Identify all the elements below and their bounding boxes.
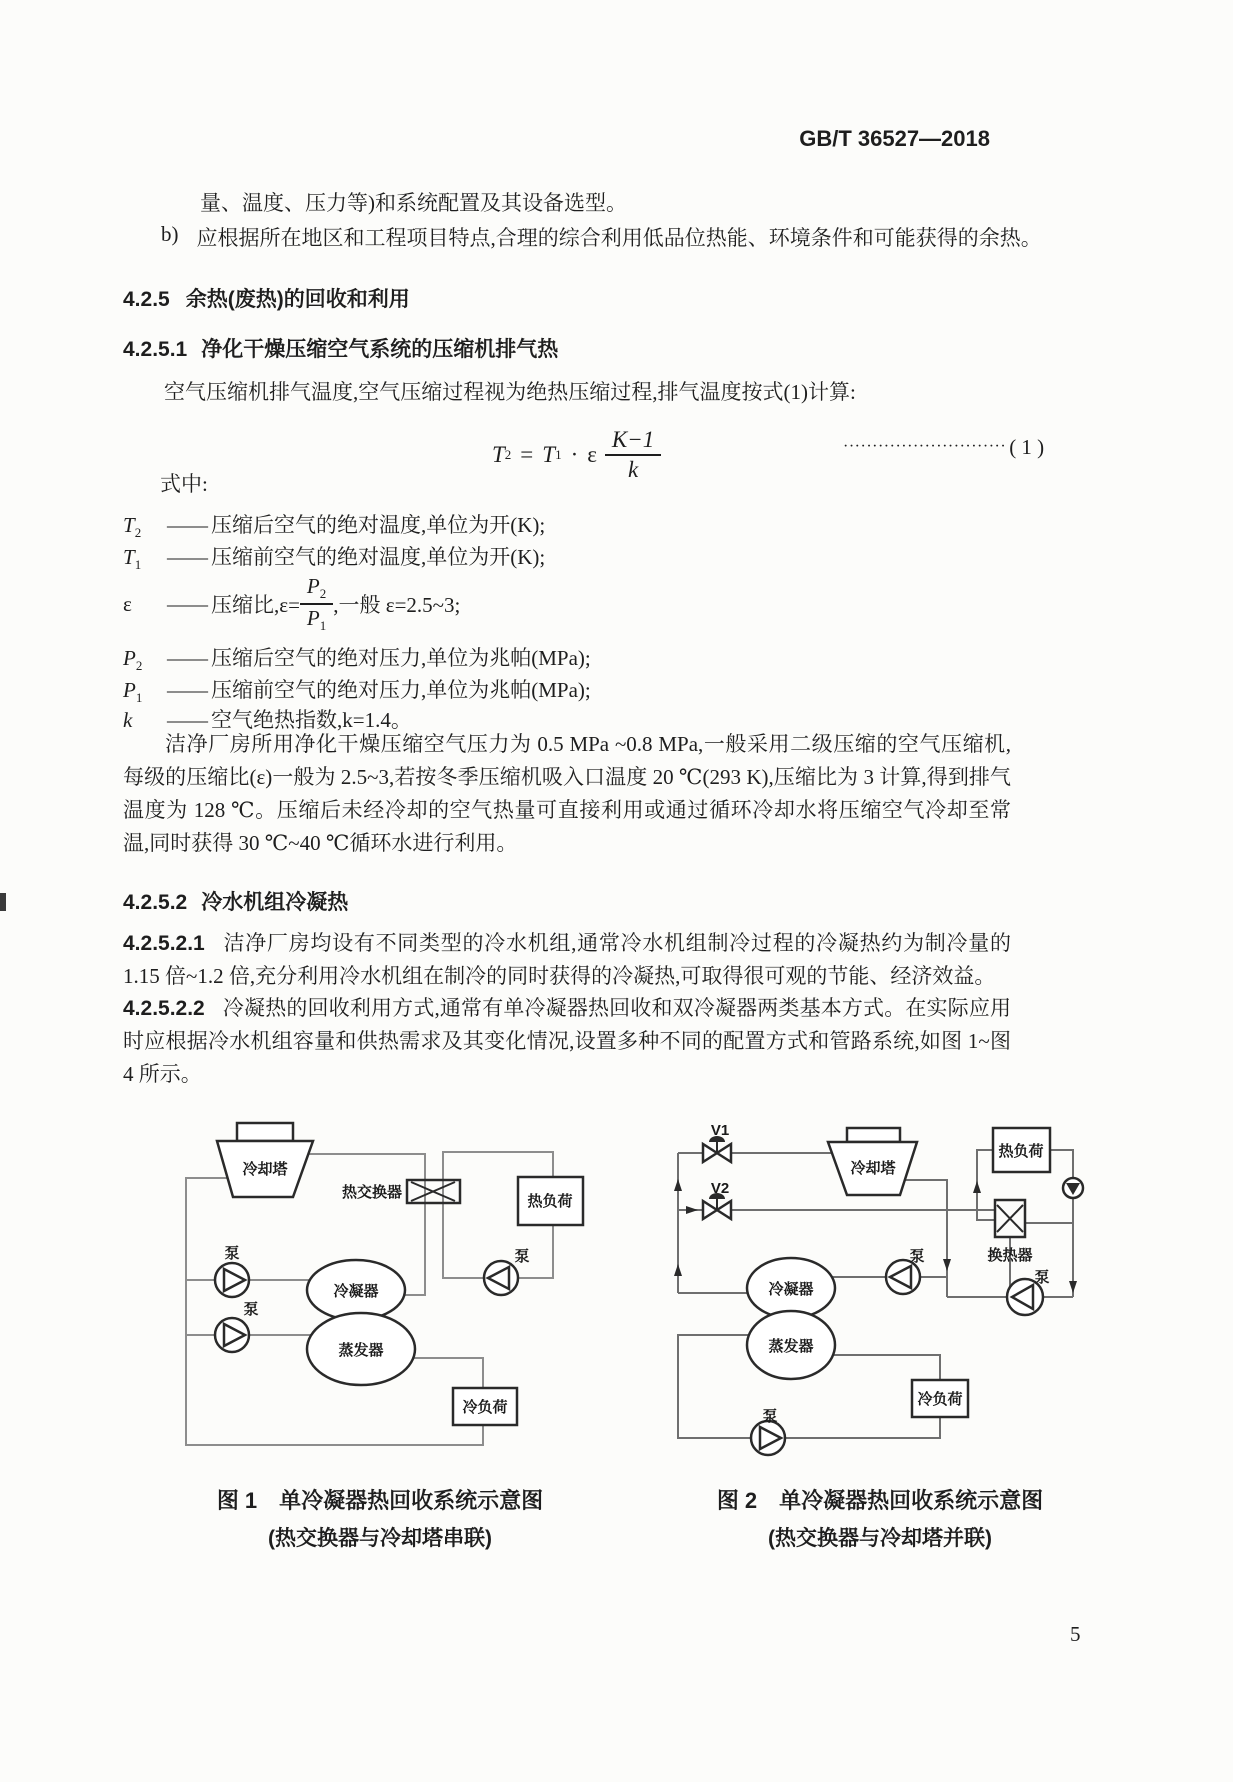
- flow-arrow-up: [674, 1179, 682, 1191]
- paragraph-4-2-5-2-2: 4.2.5.2.2 冷凝热的回收利用方式,通常有单冷凝器热回收和双冷凝器两类基本方式。在实际应用时应根据冷水机组容量和供热需求及其变化情况,设置多种不同的配置方式和管路系统,如图 1~图 4 所示。: [123, 996, 1011, 1086]
- paragraph-number: 4.2.5.2.1: [123, 932, 205, 955]
- list-item-b-label: b): [161, 222, 179, 246]
- definition-P2: $P_2$ —— 压缩后空气的绝对压力,单位为兆帕(MPa);: [123, 646, 591, 673]
- pump-label: 泵: [909, 1248, 925, 1265]
- figure-2-schematic: [620, 1105, 1110, 1465]
- definition-T2: $T_2$ —— 压缩后空气的绝对温度,单位为开(K);: [123, 513, 546, 540]
- cooling-load-label: 冷负荷: [462, 1399, 508, 1416]
- section-title: 冷水机组冷凝热: [201, 891, 349, 914]
- equation-number: ( 1 ): [1009, 434, 1045, 459]
- section-heading-4-2-5-1: [123, 333, 558, 363]
- figure-2-caption: 图 2 单冷凝器热回收系统示意图: [716, 1488, 1044, 1513]
- condenser-label: 冷凝器: [768, 1281, 814, 1298]
- cooling-tower-label: 冷却塔: [242, 1161, 288, 1178]
- pump-label: 泵: [514, 1248, 530, 1265]
- list-item-b: [161, 222, 1042, 252]
- standard-code-header: GB/T 36527—2018: [799, 126, 990, 151]
- flow-arrow-down: [943, 1259, 951, 1271]
- pump-label: 泵: [762, 1408, 778, 1425]
- definition-P1: $P_1$ —— 压缩前空气的绝对压力,单位为兆帕(MPa);: [123, 678, 591, 705]
- formula-1: T 2 = T 1 · ε $\frac{K-1}{k}$: [492, 418, 661, 492]
- pump-label: 泵: [224, 1245, 240, 1262]
- pump-label: 泵: [1034, 1269, 1050, 1286]
- cooling-load-label: 冷负荷: [917, 1391, 963, 1408]
- heat-exchanger-icon: [411, 1182, 455, 1201]
- where-label: 式中:: [160, 472, 208, 496]
- figure-2-subcaption: (热交换器与冷却塔并联): [768, 1527, 992, 1550]
- evaporator-label: 蒸发器: [768, 1338, 814, 1355]
- formula-lead-text: 空气压缩机排气温度,空气压缩过程视为绝热压缩过程,排气温度按式(1)计算:: [164, 380, 856, 404]
- formula-leader: ···························· ( 1 ): [843, 434, 1045, 459]
- formula-epsilon: ε: [587, 442, 597, 467]
- figure-1-subcaption: (热交换器与冷却塔串联): [268, 1527, 492, 1550]
- heat-exchanger-label: 热交换器: [341, 1184, 402, 1201]
- page-number: 5: [1070, 1622, 1081, 1646]
- formula-T1: T: [542, 442, 556, 467]
- valve-v1-label: V1: [710, 1122, 730, 1139]
- pump-label: 泵: [243, 1301, 259, 1318]
- formula-exponent-fraction: $\frac{K-1}{k}$: [605, 427, 661, 484]
- cooling-tower-label: 冷却塔: [850, 1160, 896, 1177]
- definition-T1: $T_1$ —— 压缩前空气的绝对温度,单位为开(K);: [123, 545, 546, 572]
- figure-1-schematic: [150, 1108, 595, 1458]
- section-number: 4.2.5.2: [123, 891, 188, 914]
- paragraph-4-2-5-2-1: 4.2.5.2.1 洁净厂房均设有不同类型的冷水机组,通常冷水机组制冷过程的冷凝热约为制冷量的 1.15 倍~1.2 倍,充分利用冷水机组在制冷的同时获得的冷凝热,可取得很可观的节能、经济效益。: [123, 931, 1011, 988]
- section-heading-4-2-5-2: [123, 886, 348, 916]
- carryover-text: 量、温度、压力等)和系统配置及其设备选型。: [200, 191, 627, 215]
- cooling-tower-fan: [847, 1128, 900, 1142]
- definition-epsilon: ε —— 压缩比,ε= $\frac{P_2}{P_1}$ ,一般 ε=2.5~3;: [123, 574, 461, 633]
- scan-artifact: [0, 893, 6, 911]
- section-heading-4-2-5: [123, 283, 410, 313]
- section-number: 4.2.5.1: [123, 338, 188, 361]
- paragraph-compressed-air: 洁净厂房所用净化干燥压缩空气压力为 0.5 MPa ~0.8 MPa,一般采用二级压缩的空气压缩机,每级的压缩比(ε)一般为 2.5~3,若按冬季压缩机吸入口温度 20 ℃(293 K),压缩比为 3 计算,得到排气温度为 128 ℃。压缩后未经冷却的空气热量可直接利用或通过循环冷却水将压缩空气冷却至常温,同时获得 30 ℃~40 ℃循环水进行利用。: [123, 732, 1011, 855]
- paragraph-number: 4.2.5.2.2: [123, 997, 205, 1020]
- definition-k: k —— 空气绝热指数,k=1.4。: [123, 708, 412, 732]
- flow-arrow-down: [1069, 1281, 1077, 1293]
- flow-arrow-up: [973, 1181, 981, 1193]
- evaporator-label: 蒸发器: [338, 1342, 384, 1359]
- formula-T2: T: [492, 442, 505, 467]
- cooling-tower-fan: [237, 1123, 293, 1141]
- heat-exchanger-label: 换热器: [987, 1247, 1033, 1264]
- section-title: 余热(废热)的回收和利用: [185, 288, 410, 311]
- list-item-b-text: 应根据所在地区和工程项目特点,合理的综合利用低品位热能、环境条件和可能获得的余热。: [196, 226, 1042, 250]
- heat-load-label: 热负荷: [527, 1193, 573, 1210]
- section-title: 净化干燥压缩空气系统的压缩机排气热: [201, 338, 559, 361]
- flow-arrow-up: [674, 1264, 682, 1276]
- section-number: 4.2.5: [123, 288, 170, 311]
- epsilon-fraction: $\frac{P_2}{P_1}$: [300, 574, 333, 634]
- figure-1-caption: 图 1 单冷凝器热回收系统示意图: [216, 1488, 544, 1513]
- heat-exchanger-icon: [997, 1205, 1023, 1232]
- condenser-label: 冷凝器: [333, 1283, 379, 1300]
- valve-v2-label: V2: [710, 1180, 730, 1197]
- flow-arrow-right: [686, 1206, 698, 1214]
- heat-load-label: 热负荷: [998, 1143, 1044, 1160]
